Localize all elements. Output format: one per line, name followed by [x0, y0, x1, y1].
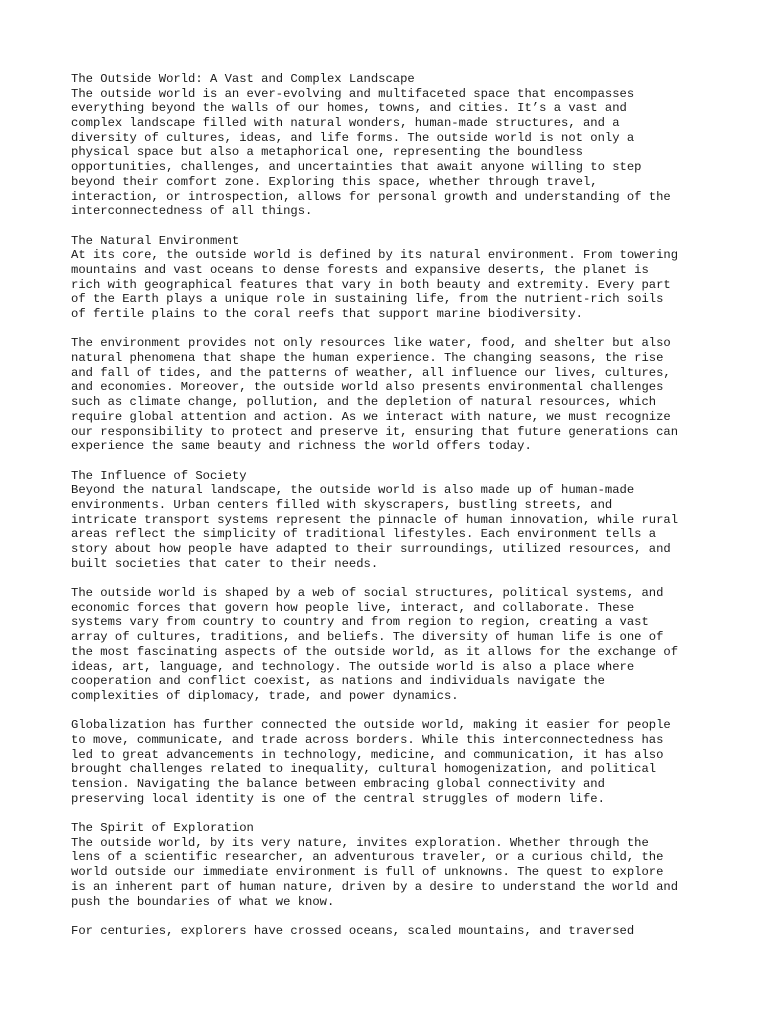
text-line: interaction, or introspection, allows for personal growth and understanding of the	[71, 189, 671, 204]
text-line: experience the same beauty and richness the world offers today.	[71, 439, 532, 454]
text-line: The outside world is shaped by a web of social structures, political systems, and	[71, 586, 664, 601]
text-line: push the boundaries of what we know.	[71, 894, 335, 909]
text-line: brought challenges related to inequality, cultural homogenization, and political	[71, 762, 657, 777]
text-line: areas reflect the simplicity of traditional lifestyles. Each environment tells a	[71, 527, 657, 542]
heading-text: The Influence of Society	[71, 468, 247, 483]
paragraph	[71, 87, 711, 219]
text-line: mountains and vast oceans to dense forests and expansive deserts, the planet is	[71, 262, 649, 277]
section-heading	[71, 72, 711, 87]
heading-text: The Natural Environment	[71, 233, 240, 248]
blank-line	[71, 806, 711, 821]
text-line: is an inherent part of human nature, driven by a desire to understand the world and	[71, 879, 679, 894]
text-line: beyond their comfort zone. Exploring this space, whether through travel,	[71, 174, 598, 189]
blank-line	[71, 909, 711, 924]
heading-text: The Spirit of Exploration	[71, 821, 254, 836]
text-line: story about how people have adapted to their surroundings, utilized resources, and	[71, 542, 671, 556]
text-line: environments. Urban centers filled with skyscrapers, bustling streets, and	[71, 497, 613, 512]
text-line: opportunities, challenges, and uncertainties that await anyone willing to step	[71, 160, 642, 175]
text-line: and economies. Moreover, the outside world also presents environmental challenges	[71, 380, 664, 395]
text-line: rich with geographical features that vary in both beauty and extremity. Every part	[71, 277, 671, 292]
text-line: economic forces that govern how people live, interact, and collaborate. These	[71, 600, 635, 615]
document-page	[71, 72, 711, 939]
text-line: interconnectedness of all things.	[71, 204, 313, 219]
text-line: The environment provides not only resources like water, food, and shelter but also	[71, 336, 671, 351]
blank-line	[71, 704, 711, 719]
text-line: intricate transport systems represent the pinnacle of human innovation, while rural	[71, 512, 679, 527]
text-line: built societies that cater to their needs.	[71, 556, 379, 571]
text-line: The outside world, by its very nature, invites exploration. Whether through the	[71, 835, 649, 850]
paragraph	[71, 718, 711, 806]
text-line: ideas, art, language, and technology. The outside world is also a place where	[71, 659, 635, 674]
text-line: physical space but also a metaphorical one, representing the boundless	[71, 145, 583, 160]
text-line: of fertile plains to the coral reefs that support marine biodiversity.	[71, 307, 583, 321]
text-line: tension. Navigating the balance between embracing global connectivity and	[71, 777, 605, 791]
section-heading	[71, 469, 711, 484]
heading-text: The Outside World: A Vast and Complex Landscape	[71, 72, 415, 86]
text-line: require global attention and action. As we interact with nature, we must recognize	[71, 409, 671, 424]
paragraph	[71, 336, 711, 454]
text-line: of the Earth plays a unique role in sustaining life, from the nutrient-rich soils	[71, 292, 664, 307]
text-line: Beyond the natural landscape, the outside world is also made up of human-made	[71, 483, 635, 498]
paragraph	[71, 586, 711, 704]
blank-line	[71, 454, 711, 469]
text-line: to move, communicate, and trade across borders. While this interconnectedness has	[71, 732, 664, 747]
blank-line	[71, 571, 711, 586]
text-line: complex landscape filled with natural wonders, human-made structures, and a	[71, 116, 620, 131]
section-heading	[71, 234, 711, 249]
text-line: Globalization has further connected the outside world, making it easier for people	[71, 718, 671, 733]
text-line: array of cultures, traditions, and beliefs. The diversity of human life is one of	[71, 630, 664, 645]
blank-line	[71, 322, 711, 337]
text-line: The outside world is an ever-evolving and multifaceted space that encompasses	[71, 86, 635, 101]
paragraph	[71, 483, 711, 571]
section-heading	[71, 821, 711, 836]
text-line: everything beyond the walls of our homes, towns, and cities. It’s a vast and	[71, 101, 627, 116]
text-line: led to great advancements in technology, medicine, and communication, it has also	[71, 747, 664, 762]
blank-line	[71, 219, 711, 234]
text-line: world outside our immediate environment is full of unknowns. The quest to explore	[71, 865, 664, 880]
text-line: lens of a scientific researcher, an adventurous traveler, or a curious child, the	[71, 850, 664, 865]
text-line: preserving local identity is one of the central struggles of modern life.	[71, 791, 605, 806]
text-line: systems vary from country to country and from region to region, creating a vast	[71, 615, 649, 630]
text-line: such as climate change, pollution, and the depletion of natural resources, which	[71, 395, 657, 410]
paragraph	[71, 248, 711, 321]
text-line: At its core, the outside world is defined by its natural environment. From towering	[71, 248, 679, 263]
text-line: complexities of diplomacy, trade, and power dynamics.	[71, 688, 459, 703]
text-line: cooperation and conflict coexist, as nations and individuals navigate the	[71, 674, 605, 689]
text-line: diversity of cultures, ideas, and life forms. The outside world is not only a	[71, 130, 635, 145]
text-line: and fall of tides, and the patterns of weather, all influence our lives, cultures,	[71, 365, 671, 380]
text-line: natural phenomena that shape the human experience. The changing seasons, the rise	[71, 351, 664, 366]
paragraph	[71, 836, 711, 909]
text-line: our responsibility to protect and preserve it, ensuring that future generations can	[71, 424, 679, 439]
text-line: For centuries, explorers have crossed oceans, scaled mountains, and traversed	[71, 923, 635, 938]
text-line: the most fascinating aspects of the outside world, as it allows for the exchange of	[71, 644, 679, 659]
paragraph	[71, 924, 711, 939]
